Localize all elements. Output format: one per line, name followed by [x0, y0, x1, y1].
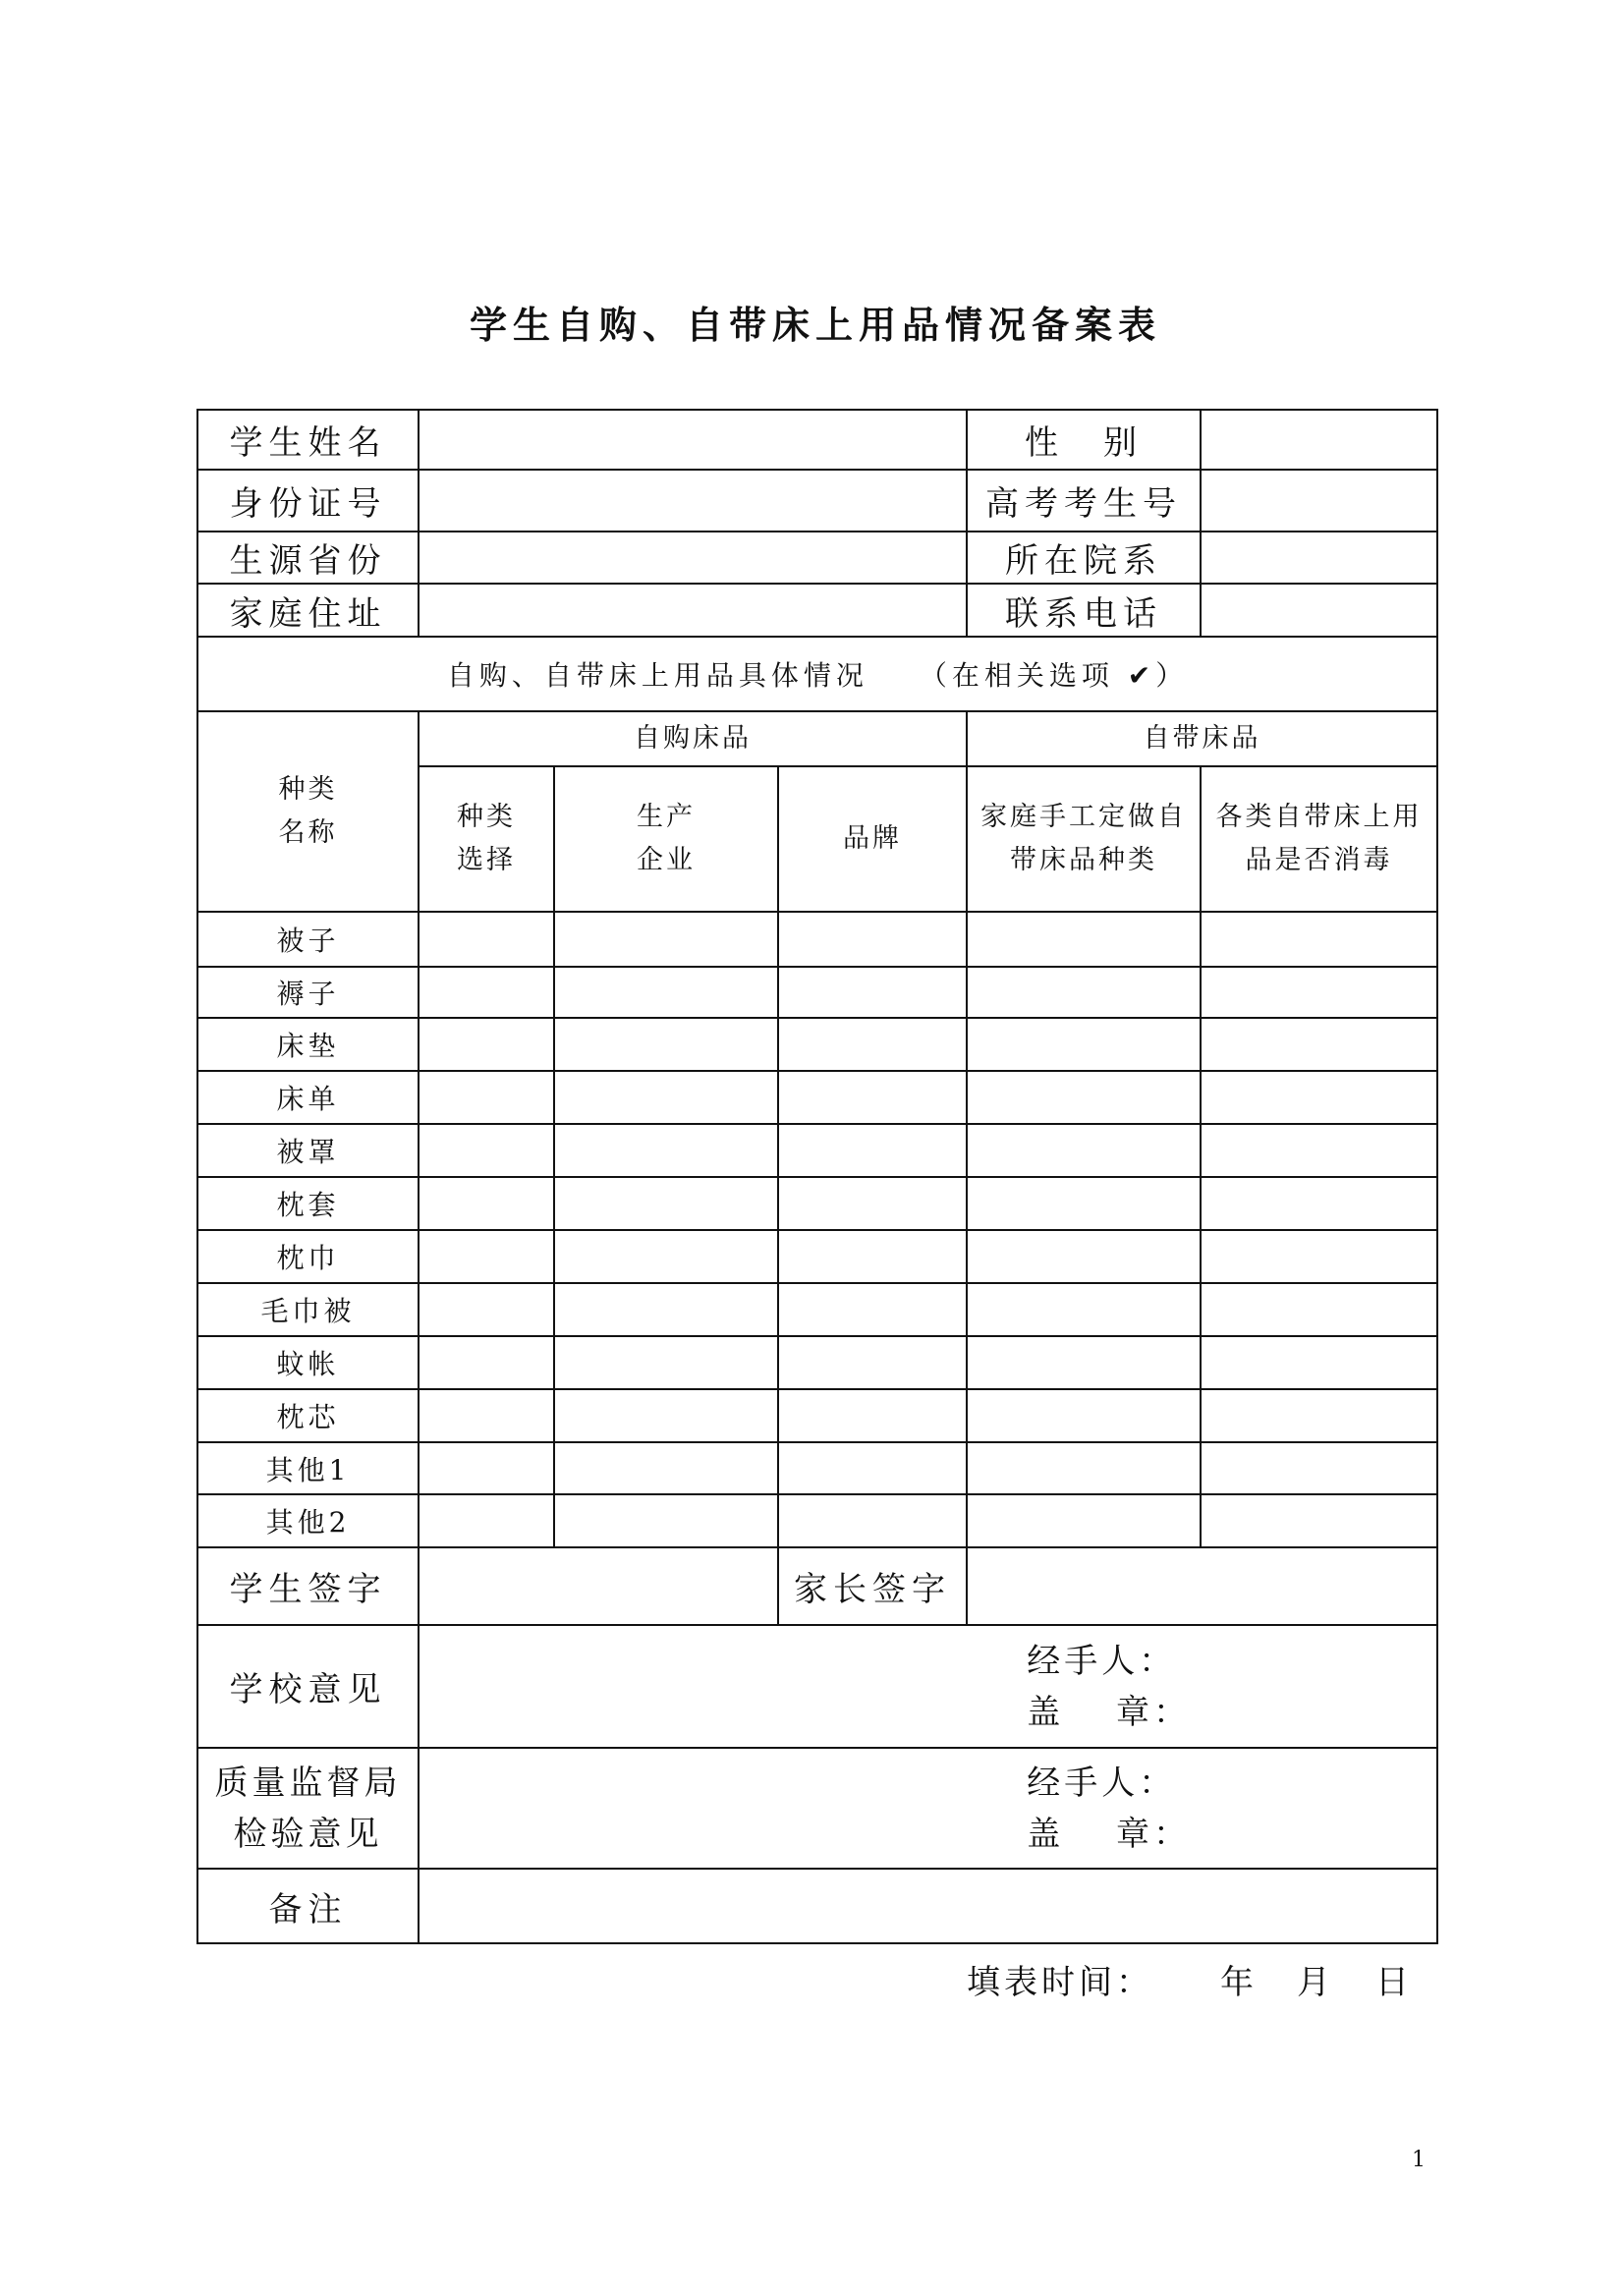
table-row — [197, 967, 1437, 1018]
label-quality-bureau: 质量监督局 — [214, 1763, 402, 1803]
item-name: 被罩 — [197, 1124, 419, 1177]
item-name: 其他2 — [197, 1494, 419, 1547]
field-phone[interactable] — [1201, 584, 1437, 637]
field-quality-opinion[interactable] — [419, 1748, 1437, 1869]
cell-brand[interactable] — [778, 1494, 967, 1547]
cell-type-choice[interactable] — [419, 1336, 554, 1389]
table-row — [197, 1389, 1437, 1442]
item-name: 枕套 — [197, 1177, 419, 1230]
cell-brand[interactable] — [778, 1442, 967, 1494]
table-row — [197, 1442, 1437, 1494]
table-row — [197, 912, 1437, 967]
label-school-opinion: 学校意见 — [197, 1625, 419, 1748]
item-name: 毛巾被 — [197, 1283, 419, 1336]
cell-brand[interactable] — [778, 967, 967, 1018]
cell-disinfected[interactable] — [1201, 1177, 1437, 1230]
header-category-name: 种类 名称 — [197, 711, 419, 912]
table-row — [197, 1336, 1437, 1389]
field-exam-number[interactable] — [1201, 470, 1437, 532]
item-name: 蚊帐 — [197, 1336, 419, 1389]
cell-homemade-type[interactable] — [967, 1442, 1201, 1494]
cell-brand[interactable] — [778, 1071, 967, 1124]
cell-disinfected[interactable] — [1201, 1283, 1437, 1336]
cell-disinfected[interactable] — [1201, 1071, 1437, 1124]
label-exam-number: 高考考生号 — [967, 470, 1201, 532]
cell-homemade-type[interactable] — [967, 1124, 1201, 1177]
item-name: 枕巾 — [197, 1230, 419, 1283]
item-name: 床单 — [197, 1071, 419, 1124]
cell-manufacturer[interactable] — [554, 967, 778, 1018]
field-home-address[interactable] — [419, 584, 967, 637]
label-home-province: 生源省份 — [197, 532, 419, 584]
page-number: 1 — [1412, 2148, 1426, 2172]
item-name: 其他1 — [197, 1442, 419, 1494]
table-row — [197, 1177, 1437, 1230]
field-id-number[interactable] — [419, 470, 967, 532]
fill-date-month: 月 — [1297, 1963, 1334, 2002]
cell-brand[interactable] — [778, 1336, 967, 1389]
cell-type-choice[interactable] — [419, 1071, 554, 1124]
field-home-province[interactable] — [419, 532, 967, 584]
cell-type-choice[interactable] — [419, 1283, 554, 1336]
fill-date-label: 填表时间： — [967, 1963, 1153, 2002]
cell-type-choice[interactable] — [419, 1177, 554, 1230]
label-gender: 性 别 — [967, 410, 1201, 470]
cell-manufacturer[interactable] — [554, 1177, 778, 1230]
cell-homemade-type[interactable] — [967, 1018, 1201, 1071]
cell-disinfected[interactable] — [1201, 1230, 1437, 1283]
label-id-number: 身份证号 — [197, 470, 419, 532]
cell-homemade-type[interactable] — [967, 1283, 1201, 1336]
cell-brand[interactable] — [778, 1389, 967, 1442]
cell-homemade-type[interactable] — [967, 1494, 1201, 1547]
field-department[interactable] — [1201, 532, 1437, 584]
school-seal-label: 盖 章： — [1027, 1692, 1192, 1732]
cell-disinfected[interactable] — [1201, 1336, 1437, 1389]
cell-manufacturer[interactable] — [554, 1442, 778, 1494]
cell-type-choice[interactable] — [419, 912, 554, 967]
cell-brand[interactable] — [778, 1177, 967, 1230]
cell-manufacturer[interactable] — [554, 1336, 778, 1389]
cell-type-choice[interactable] — [419, 1230, 554, 1283]
school-handler-label: 经手人： — [1027, 1641, 1177, 1681]
field-remarks[interactable] — [419, 1869, 1437, 1943]
cell-homemade-type[interactable] — [967, 1071, 1201, 1124]
cell-type-choice[interactable] — [419, 1389, 554, 1442]
cell-type-choice[interactable] — [419, 1442, 554, 1494]
item-name: 被子 — [197, 912, 419, 967]
fill-date-year: 年 — [1220, 1963, 1258, 2002]
cell-homemade-type[interactable] — [967, 1389, 1201, 1442]
cell-manufacturer[interactable] — [554, 1494, 778, 1547]
table-row — [197, 1230, 1437, 1283]
cell-brand[interactable] — [778, 1018, 967, 1071]
label-inspection-opinion: 检验意见 — [233, 1814, 383, 1854]
cell-disinfected[interactable] — [1201, 1018, 1437, 1071]
cell-disinfected[interactable] — [1201, 1494, 1437, 1547]
registration-form-table — [196, 409, 1438, 1944]
cell-disinfected[interactable] — [1201, 1389, 1437, 1442]
header-type-choice: 种类 选择 — [419, 766, 554, 912]
cell-manufacturer[interactable] — [554, 1071, 778, 1124]
cell-homemade-type[interactable] — [967, 1336, 1201, 1389]
label-parent-signature: 家长签字 — [778, 1547, 967, 1625]
field-school-opinion[interactable] — [419, 1625, 1437, 1748]
form-title: 学生自购、自带床上用品情况备案表 — [469, 303, 1161, 347]
label-home-address: 家庭住址 — [197, 584, 419, 637]
label-remarks: 备注 — [197, 1869, 419, 1943]
header-self-purchased: 自购床品 — [419, 711, 967, 766]
cell-manufacturer[interactable] — [554, 1283, 778, 1336]
field-student-signature[interactable] — [419, 1547, 778, 1625]
cell-homemade-type[interactable] — [967, 1230, 1201, 1283]
field-gender[interactable] — [1201, 410, 1437, 470]
cell-homemade-type[interactable] — [967, 1177, 1201, 1230]
cell-manufacturer[interactable] — [554, 1124, 778, 1177]
label-phone: 联系电话 — [967, 584, 1201, 637]
cell-brand[interactable] — [778, 1124, 967, 1177]
item-name: 褥子 — [197, 967, 419, 1018]
section-heading: 自购、自带床上用品具体情况 （在相关选项 ✔） — [197, 637, 1437, 711]
header-disinfected: 各类自带床上用品是否消毒 — [1201, 766, 1437, 912]
cell-disinfected[interactable] — [1201, 912, 1437, 967]
label-student-signature: 学生签字 — [197, 1547, 419, 1625]
item-name: 床垫 — [197, 1018, 419, 1071]
quality-seal-label: 盖 章： — [1027, 1814, 1192, 1854]
header-homemade-type: 家庭手工定做自带床品种类 — [967, 766, 1201, 912]
quality-handler-label: 经手人： — [1027, 1763, 1177, 1803]
cell-brand[interactable] — [778, 912, 967, 967]
cell-manufacturer[interactable] — [554, 1389, 778, 1442]
header-brand: 品牌 — [778, 766, 967, 912]
cell-manufacturer[interactable] — [554, 912, 778, 967]
cell-disinfected[interactable] — [1201, 1442, 1437, 1494]
table-row — [197, 1124, 1437, 1177]
table-row — [197, 1283, 1437, 1336]
cell-manufacturer[interactable] — [554, 1230, 778, 1283]
cell-type-choice[interactable] — [419, 1018, 554, 1071]
cell-brand[interactable] — [778, 1230, 967, 1283]
cell-type-choice[interactable] — [419, 1124, 554, 1177]
header-self-brought: 自带床品 — [967, 711, 1437, 766]
table-row — [197, 1071, 1437, 1124]
cell-homemade-type[interactable] — [967, 912, 1201, 967]
item-name: 枕芯 — [197, 1389, 419, 1442]
label-department: 所在院系 — [967, 532, 1201, 584]
field-parent-signature[interactable] — [967, 1547, 1437, 1625]
label-student-name: 学生姓名 — [197, 410, 419, 470]
cell-brand[interactable] — [778, 1283, 967, 1336]
cell-homemade-type[interactable] — [967, 967, 1201, 1018]
cell-manufacturer[interactable] — [554, 1018, 778, 1071]
header-manufacturer: 生产 企业 — [554, 766, 778, 912]
fill-date-day: 日 — [1375, 1963, 1413, 2002]
cell-type-choice[interactable] — [419, 967, 554, 1018]
cell-disinfected[interactable] — [1201, 1124, 1437, 1177]
field-student-name[interactable] — [419, 410, 967, 470]
cell-disinfected[interactable] — [1201, 967, 1437, 1018]
table-row — [197, 1018, 1437, 1071]
table-row — [197, 1494, 1437, 1547]
cell-type-choice[interactable] — [419, 1494, 554, 1547]
